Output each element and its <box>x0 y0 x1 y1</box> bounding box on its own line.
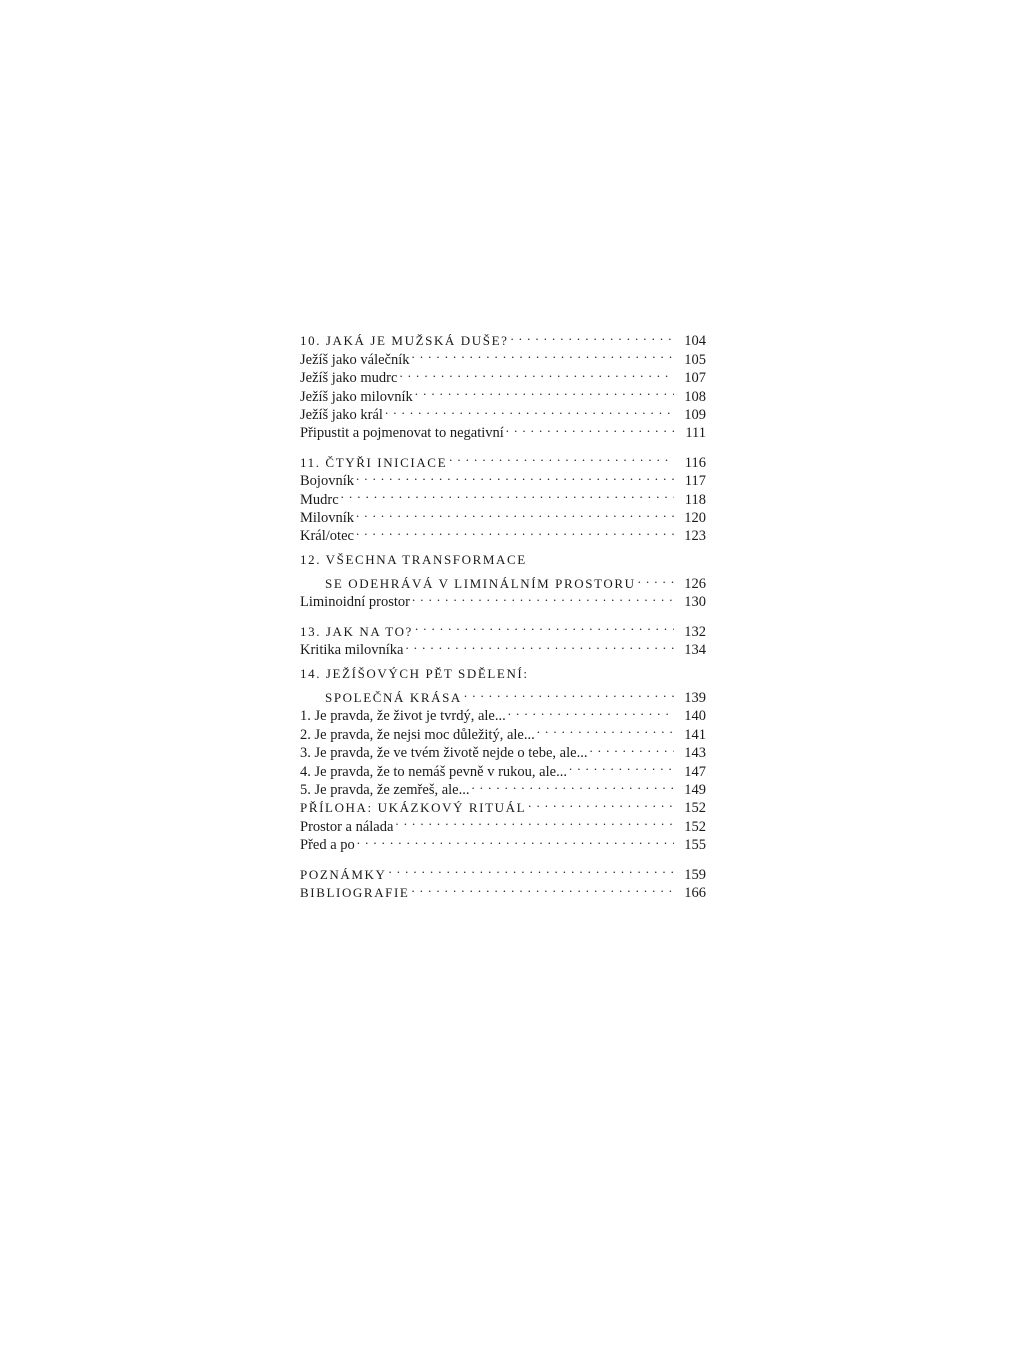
toc-entry-page: 141 <box>684 726 706 743</box>
toc-chapter <box>300 665 706 683</box>
toc-entry-title: 4. Je pravda, že to nemáš pevně v rukou, ale... <box>300 763 567 780</box>
dot-leader <box>399 364 674 382</box>
toc-entry-page: 149 <box>684 781 706 798</box>
toc-chapter <box>300 617 706 640</box>
dot-leader <box>385 401 674 419</box>
dot-leader <box>406 636 675 654</box>
dot-leader <box>569 757 674 775</box>
toc-entry-title: Ježíš jako milovník <box>300 388 413 405</box>
toc-entry-title: Prostor a nálada <box>300 818 394 835</box>
toc-entry-page: 111 <box>685 425 706 442</box>
toc-entry-page: 132 <box>684 623 706 640</box>
toc-entry-page: 123 <box>684 528 706 545</box>
table-of-contents <box>300 327 706 901</box>
toc-entry-title: Milovník <box>300 509 354 526</box>
dot-leader <box>415 382 674 400</box>
dot-leader <box>471 776 674 794</box>
toc-entry-title: 2. Je pravda, že nejsi moc důležitý, ale... <box>300 726 535 743</box>
toc-entry-title: Mudrc <box>300 491 339 508</box>
toc-section <box>300 831 706 854</box>
toc-entry-title: 14. JEŽÍŠOVÝCH PĚT SDĚLENÍ: <box>300 666 529 682</box>
dot-leader <box>357 831 674 849</box>
toc-entry-title: Před a po <box>300 837 355 854</box>
toc-entry-title: Ježíš jako mudrc <box>300 370 398 387</box>
toc-chapter <box>300 327 706 350</box>
toc-section <box>300 467 706 490</box>
dot-leader <box>388 860 674 878</box>
toc-entry-title: SPOLEČNÁ KRÁSA <box>325 690 462 706</box>
toc-chapter-continuation <box>300 570 706 593</box>
dot-leader <box>411 879 674 897</box>
toc-entry-title: 13. JAK NA TO? <box>300 623 413 639</box>
dot-leader <box>356 467 674 485</box>
toc-entry-page: 152 <box>684 800 706 817</box>
dot-leader <box>356 522 674 540</box>
toc-entry-page: 126 <box>684 576 706 593</box>
dot-leader <box>508 702 674 720</box>
toc-entry-title: Bojovník <box>300 473 354 490</box>
toc-entry-page: 143 <box>684 745 706 762</box>
toc-entry-page: 159 <box>684 866 706 883</box>
toc-entry-page: 109 <box>684 406 706 423</box>
toc-entry-page: 147 <box>684 763 706 780</box>
toc-entry-title: Připustit a pojmenovat to negativní <box>300 425 504 442</box>
toc-entry-page: 152 <box>684 818 706 835</box>
toc-entry-title: 12. VŠECHNA TRANSFORMACE <box>300 552 527 568</box>
dot-leader <box>528 794 674 812</box>
toc-chapter <box>300 551 706 569</box>
toc-chapter <box>300 448 706 471</box>
dot-leader <box>537 720 674 738</box>
toc-entry-page: 120 <box>684 509 706 526</box>
toc-entry-title: 10. JAKÁ JE MUŽSKÁ DUŠE? <box>300 333 509 349</box>
dot-leader <box>449 448 674 466</box>
dot-leader <box>356 504 674 522</box>
toc-entry-page: 107 <box>684 370 706 387</box>
toc-entry-page: 140 <box>684 708 706 725</box>
toc-entry-page: 105 <box>684 351 706 368</box>
toc-entry-page: 134 <box>684 642 706 659</box>
toc-entry-page: 118 <box>684 491 706 508</box>
toc-entry-page: 139 <box>684 690 706 707</box>
toc-entry-title: 1. Je pravda, že život je tvrdý, ale... <box>300 708 506 725</box>
dot-leader <box>506 419 674 437</box>
toc-entry-title: 3. Je pravda, že ve tvém životě nejde o tebe, ale... <box>300 745 588 762</box>
dot-leader <box>395 812 674 830</box>
toc-entry-title: Ježíš jako král <box>300 406 383 423</box>
dot-leader <box>341 485 674 503</box>
toc-entry-title: Liminoidní prostor <box>300 594 410 611</box>
toc-entry-title: POZNÁMKY <box>300 866 387 882</box>
dot-leader <box>464 684 674 702</box>
toc-entry-page: 130 <box>684 594 706 611</box>
toc-entry-title: Ježíš jako válečník <box>300 351 410 368</box>
toc-entry-title: Král/otec <box>300 528 354 545</box>
toc-entry-title: PŘÍLOHA: UKÁZKOVÝ RITUÁL <box>300 800 527 816</box>
toc-entry-page: 166 <box>684 884 706 901</box>
toc-entry-title: 11. ČTYŘI INICIACE <box>300 454 448 470</box>
toc-entry-page: 116 <box>684 454 706 471</box>
toc-entry-title: BIBLIOGRAFIE <box>300 884 410 900</box>
toc-entry-page: 108 <box>684 388 706 405</box>
dot-leader <box>412 345 674 363</box>
toc-entry-page: 117 <box>684 473 706 490</box>
toc-entry-title: 5. Je pravda, že zemřeš, ale... <box>300 781 470 798</box>
toc-entry-title: Kritika milovníka <box>300 642 404 659</box>
toc-section <box>300 504 706 526</box>
dot-leader <box>638 570 674 588</box>
toc-entry-page: 104 <box>684 333 706 350</box>
toc-chapter-continuation <box>300 684 706 707</box>
toc-section <box>300 485 706 508</box>
dot-leader <box>589 739 674 757</box>
toc-entry-title: SE ODEHRÁVÁ V LIMINÁLNÍM PROSTORU <box>325 576 636 592</box>
dot-leader <box>511 327 675 345</box>
toc-entry-page: 155 <box>684 837 706 854</box>
toc-section <box>300 522 706 545</box>
dot-leader <box>412 588 674 606</box>
dot-leader <box>415 617 674 635</box>
toc-chapter <box>300 860 706 883</box>
